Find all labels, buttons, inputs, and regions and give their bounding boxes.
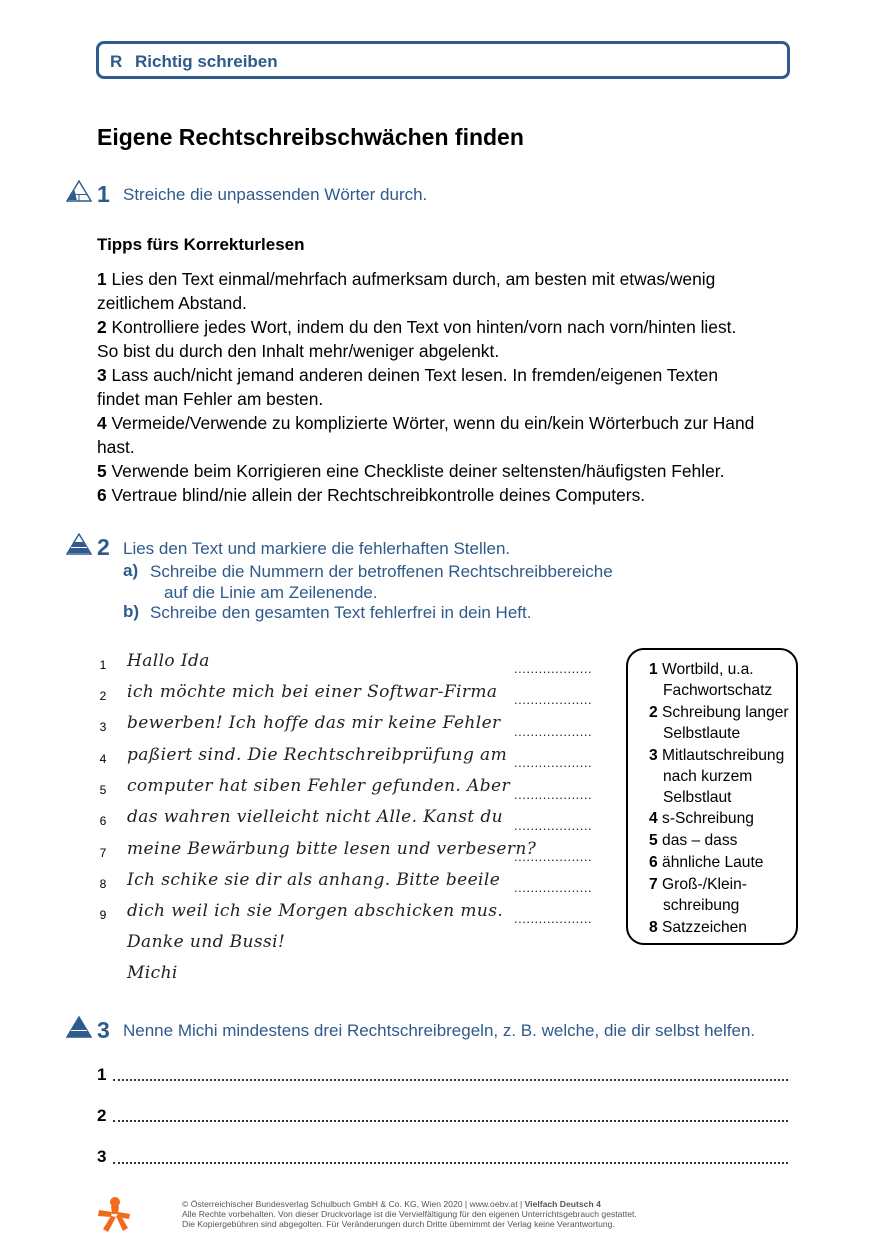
handwritten-line: Danke und Bussi! — [127, 932, 286, 952]
legend-item: 7 Groß-/Klein- — [649, 876, 747, 893]
tip-item: 1 Lies den Text einmal/mehrfach aufmerksam durch, am besten mit etwas/wenig zeitlichem Abstand. — [97, 269, 716, 313]
answer-line[interactable]: ................... — [514, 818, 593, 833]
answer-line[interactable]: ................... — [514, 849, 593, 864]
line-number: 2 — [99, 689, 107, 703]
page-title: Eigene Rechtschreibschwächen finden — [97, 124, 524, 150]
legend-item-cont: nach kurzem — [663, 768, 753, 785]
legend-item: 3 Mitlautschreibung — [649, 747, 785, 764]
answer-line[interactable]: ................... — [514, 880, 593, 895]
legend-item: 5 das – dass — [649, 832, 738, 849]
answer-line[interactable] — [113, 1161, 788, 1164]
answer-number: 2 — [97, 1106, 107, 1125]
handwritten-line: computer hat siben Fehler gefunden. Aber — [127, 776, 510, 796]
subtask-a-text: Schreibe die Nummern der betroffenen Rechtschreibbereiche auf die Linie am Zeilenende. — [150, 562, 613, 602]
handwritten-line: dich weil ich sie Morgen abschicken mus. — [127, 901, 504, 921]
subtask-b-label: b) — [123, 602, 140, 621]
handwritten-line: das wahren vielleicht nicht Alle. Kanst du — [127, 807, 503, 827]
line-number: 7 — [99, 846, 107, 860]
footer-copyright: © Österreichischer Bundesverlag Schulbuch GmbH & Co. KG, Wien 2020 | www.oebv.at | Vielfach Deutsch 4 — [182, 1199, 601, 1209]
line-number: 1 — [99, 658, 107, 672]
section-letter: R — [110, 52, 123, 71]
line-number: 9 — [99, 908, 107, 922]
handwritten-line: bewerben! Ich hoffe das mir keine Fehler — [127, 713, 501, 733]
footer-rights: Alle Rechte vorbehalten. Von dieser Druckvorlage ist die Vervielfältigung für den eigenen Unterrichtsgebrauch gestattet. — [182, 1209, 637, 1219]
task-1-number: 1 — [97, 181, 110, 207]
handwritten-line: Hallo Ida — [127, 651, 210, 671]
line-number: 4 — [99, 752, 107, 766]
answer-line[interactable]: ................... — [514, 661, 593, 676]
answer-line[interactable]: ................... — [514, 724, 593, 739]
answer-line[interactable] — [113, 1078, 788, 1081]
handwritten-line: ich möchte mich bei einer Softwar-Firma — [127, 682, 498, 702]
handwritten-line: meine Bewärbung bitte lesen und verbesern? — [127, 839, 537, 859]
legend-item: 2 Schreibung langer — [649, 704, 789, 721]
legend-item: 4 s-Schreibung — [649, 810, 754, 827]
task-2-number: 2 — [97, 534, 110, 560]
handwritten-line: Ich schike sie dir als anhang. Bitte beeile — [127, 870, 501, 890]
tip-item: 3 Lass auch/nicht jemand anderen deinen Text lesen. In fremden/eigenen Texten findet man Fehler am besten. — [97, 365, 719, 409]
handwritten-line: Michi — [127, 963, 178, 983]
answer-line[interactable]: ................... — [514, 692, 593, 707]
answer-line[interactable]: ................... — [514, 787, 593, 802]
footer-disclaimer: Die Kopiergebühren sind abgegolten. Für Veränderungen durch Dritte übernimmt der Verlag keine Verantwortung. — [182, 1219, 615, 1229]
difficulty-level-1-icon — [66, 180, 92, 202]
answer-line[interactable]: ................... — [514, 911, 593, 926]
line-number: 8 — [99, 877, 107, 891]
tip-item: 4 Vermeide/Verwende zu komplizierte Wörter, wenn du ein/kein Wörterbuch zur Hand hast. — [97, 413, 755, 457]
task-2-instruction: Lies den Text und markiere die fehlerhaften Stellen. — [123, 539, 511, 558]
legend-item-cont: Fachwortschatz — [663, 682, 773, 699]
legend-item-cont: schreibung — [663, 897, 740, 914]
line-number: 3 — [99, 720, 107, 734]
tip-item: 6 Vertraue blind/nie allein der Rechtschreibkontrolle deines Computers. — [97, 485, 646, 505]
difficulty-level-2-icon — [66, 533, 92, 555]
task-1-instruction: Streiche die unpassenden Wörter durch. — [123, 185, 428, 204]
section-title: Richtig schreiben — [135, 52, 278, 71]
legend-item: 6 ähnliche Laute — [649, 854, 764, 871]
subtask-b-text: Schreibe den gesamten Text fehlerfrei in dein Heft. — [150, 603, 532, 622]
answer-line[interactable] — [113, 1119, 788, 1122]
difficulty-level-3-icon — [66, 1016, 92, 1038]
task-3-instruction: Nenne Michi mindestens drei Rechtschreibregeln, z. B. welche, die dir selbst helfen. — [123, 1021, 756, 1040]
tip-item: 2 Kontrolliere jedes Wort, indem du den Text von hinten/vorn nach vorn/hinten liest. So bist du durch den Inhalt mehr/weniger abgelenkt. — [97, 317, 737, 361]
line-number: 6 — [99, 814, 107, 828]
legend-item-cont: Selbstlaut — [663, 789, 732, 806]
tips-title: Tipps fürs Korrekturlesen — [97, 235, 305, 254]
answer-number: 1 — [97, 1065, 107, 1084]
legend-item: 1 Wortbild, u.a. — [649, 661, 754, 678]
tip-item: 5 Verwende beim Korrigieren eine Checkliste deiner seltensten/häufigsten Fehler. — [97, 461, 725, 481]
publisher-logo-icon — [96, 1196, 132, 1234]
subtask-a-label: a) — [123, 561, 139, 580]
line-number: 5 — [99, 783, 107, 797]
answer-line[interactable]: ................... — [514, 755, 593, 770]
answer-number: 3 — [97, 1147, 107, 1166]
handwritten-line: paßiert sind. Die Rechtschreibprüfung am — [127, 745, 508, 765]
task-3-number: 3 — [97, 1017, 110, 1043]
legend-item-cont: Selbstlaute — [663, 725, 741, 742]
legend-item: 8 Satzzeichen — [649, 919, 747, 936]
